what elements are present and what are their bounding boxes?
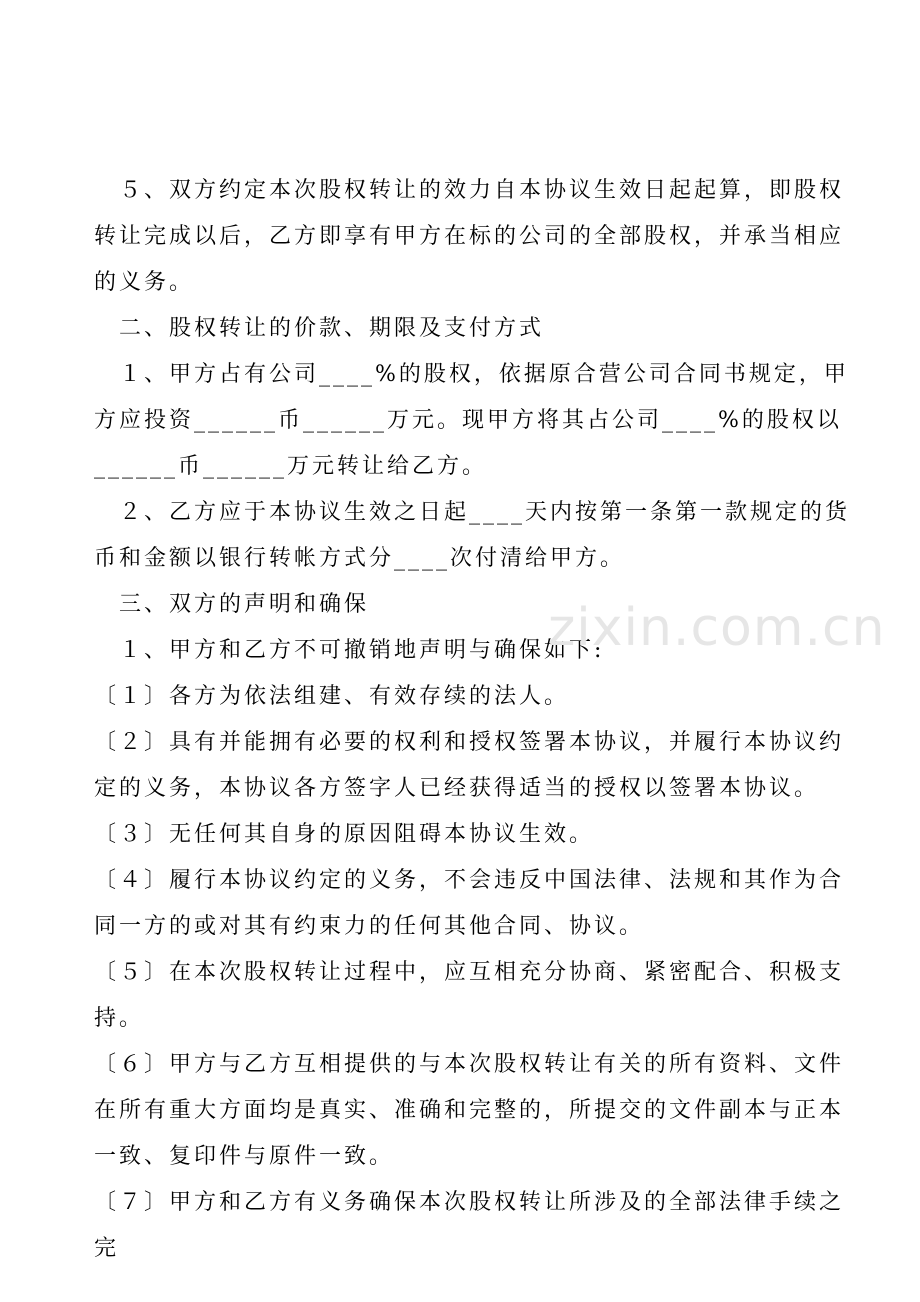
watermark-text: zixin.com.cn — [548, 598, 886, 658]
list-item-declaration-4: 〔４〕履行本协议约定的义务，不会违反中国法律、法规和其作为合同一方的或对其有约束力的任何其他合同、协议。 — [94, 868, 845, 939]
paragraph-clause-1-price: １、甲方占有公司____%的股权，依据原合营公司合同书规定，甲方应投资______币______万元。现甲方将其占公司____%的股权以______币______万元转让给乙方。 — [94, 362, 849, 479]
paragraph-clause-2-payment: ２、乙方应于本协议生效之日起____天内按第一条第一款规定的货币和金额以银行转帐方式分____次付清给甲方。 — [94, 500, 851, 571]
list-item-declaration-5: 〔５〕在本次股权转让过程中，应互相充分协商、紧密配合、积极支持。 — [94, 960, 845, 1031]
section-heading-price-payment: 二、股权转让的价款、期限及支付方式 — [94, 316, 545, 341]
list-item-declaration-2: 〔２〕具有并能拥有必要的权利和授权签署本协议，并履行本协议约定的义务，本协议各方签字人已经获得适当的授权以签署本协议。 — [94, 730, 845, 801]
document-body — [94, 168, 854, 1272]
section-heading-declarations: 三、双方的声明和确保 — [94, 592, 370, 617]
list-item-declaration-6: 〔６〕甲方与乙方互相提供的与本次股权转让有关的所有资料、文件在所有重大方面均是真实、准确和完整的，所提交的文件副本与正本一致、复印件与原件一致。 — [94, 1052, 845, 1169]
list-item-declaration-3: 〔３〕无任何其自身的原因阻碍本协议生效。 — [94, 822, 595, 847]
paragraph-clause-1-declarations: １、甲方和乙方不可撤销地声明与确保如下: — [94, 638, 605, 663]
list-item-declaration-1: 〔１〕各方为依法组建、有效存续的法人。 — [94, 684, 570, 709]
list-item-declaration-7: 〔７〕甲方和乙方有义务确保本次股权转让所涉及的全部法律手续之完 — [94, 1190, 845, 1261]
paragraph-clause-5-effect: ５、双方约定本次股权转让的效力自本协议生效日起起算，即股权转让完成以后，乙方即享有甲方在标的公司的全部股权，并承当相应的义务。 — [94, 178, 845, 295]
